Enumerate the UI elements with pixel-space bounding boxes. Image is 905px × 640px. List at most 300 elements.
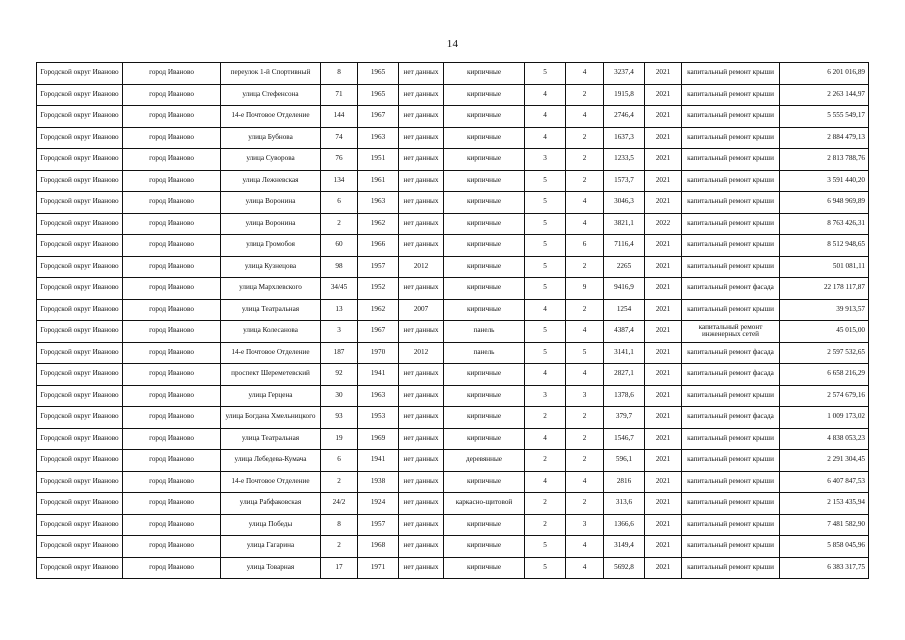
cost-cell: 6 948 969,89 bbox=[780, 192, 869, 214]
planned-year-cell: 2021 bbox=[645, 127, 682, 149]
cost-cell: 2 813 788,76 bbox=[780, 149, 869, 171]
house-number-cell: 60 bbox=[321, 235, 358, 257]
municipality-cell: Городской округ Иваново bbox=[37, 235, 123, 257]
street-cell: переулок 1-й Спортивный bbox=[221, 63, 321, 85]
settlement-cell: город Иваново bbox=[123, 342, 221, 364]
municipality-cell: Городской округ Иваново bbox=[37, 536, 123, 558]
area-cell: 596,1 bbox=[604, 450, 645, 472]
cost-cell: 8 512 948,65 bbox=[780, 235, 869, 257]
wall-material-cell: кирпичные bbox=[444, 192, 525, 214]
settlement-cell: город Иваново bbox=[123, 493, 221, 515]
municipality-cell: Городской округ Иваново bbox=[37, 213, 123, 235]
settlement-cell: город Иваново bbox=[123, 192, 221, 214]
last-repair-year-cell: нет данных bbox=[399, 63, 444, 85]
municipality-cell: Городской округ Иваново bbox=[37, 514, 123, 536]
wall-material-cell: кирпичные bbox=[444, 127, 525, 149]
settlement-cell: город Иваново bbox=[123, 450, 221, 472]
municipality-cell: Городской округ Иваново bbox=[37, 256, 123, 278]
settlement-cell: город Иваново bbox=[123, 428, 221, 450]
table-row bbox=[37, 299, 869, 321]
area-cell: 1366,6 bbox=[604, 514, 645, 536]
street-cell: улица Воронина bbox=[221, 192, 321, 214]
house-number-cell: 71 bbox=[321, 84, 358, 106]
wall-material-cell: кирпичные bbox=[444, 106, 525, 128]
table-row bbox=[37, 364, 869, 386]
last-repair-year-cell: нет данных bbox=[399, 84, 444, 106]
street-cell: улица Богдана Хмельницкого bbox=[221, 407, 321, 429]
entrances-cell: 2 bbox=[566, 450, 604, 472]
floors-cell: 5 bbox=[525, 213, 566, 235]
cost-cell: 22 178 117,87 bbox=[780, 278, 869, 300]
work-type-cell: капитальный ремонт фасада bbox=[682, 278, 780, 300]
entrances-cell: 4 bbox=[566, 321, 604, 343]
planned-year-cell: 2021 bbox=[645, 84, 682, 106]
work-type-cell: капитальный ремонт крыши bbox=[682, 536, 780, 558]
municipality-cell: Городской округ Иваново bbox=[37, 106, 123, 128]
street-cell: улица Рабфаковская bbox=[221, 493, 321, 515]
last-repair-year-cell: нет данных bbox=[399, 407, 444, 429]
work-type-cell: капитальный ремонт фасада bbox=[682, 364, 780, 386]
settlement-cell: город Иваново bbox=[123, 471, 221, 493]
municipality-cell: Городской округ Иваново bbox=[37, 428, 123, 450]
settlement-cell: город Иваново bbox=[123, 321, 221, 343]
entrances-cell: 2 bbox=[566, 127, 604, 149]
planned-year-cell: 2021 bbox=[645, 192, 682, 214]
wall-material-cell: кирпичные bbox=[444, 256, 525, 278]
table-row bbox=[37, 106, 869, 128]
house-number-cell: 19 bbox=[321, 428, 358, 450]
house-number-cell: 144 bbox=[321, 106, 358, 128]
floors-cell: 4 bbox=[525, 127, 566, 149]
table-row bbox=[37, 342, 869, 364]
wall-material-cell: кирпичные bbox=[444, 514, 525, 536]
floors-cell: 3 bbox=[525, 149, 566, 171]
last-repair-year-cell: нет данных bbox=[399, 514, 444, 536]
house-number-cell: 134 bbox=[321, 170, 358, 192]
house-number-cell: 34/45 bbox=[321, 278, 358, 300]
cost-cell: 39 913,57 bbox=[780, 299, 869, 321]
last-repair-year-cell: нет данных bbox=[399, 278, 444, 300]
floors-cell: 4 bbox=[525, 299, 566, 321]
repair-table-container bbox=[36, 62, 868, 579]
planned-year-cell: 2021 bbox=[645, 471, 682, 493]
area-cell: 4387,4 bbox=[604, 321, 645, 343]
build-year-cell: 1952 bbox=[358, 278, 399, 300]
table-row bbox=[37, 407, 869, 429]
entrances-cell: 5 bbox=[566, 342, 604, 364]
municipality-cell: Городской округ Иваново bbox=[37, 471, 123, 493]
entrances-cell: 3 bbox=[566, 385, 604, 407]
cost-cell: 6 658 216,29 bbox=[780, 364, 869, 386]
cost-cell: 6 407 847,53 bbox=[780, 471, 869, 493]
planned-year-cell: 2021 bbox=[645, 170, 682, 192]
settlement-cell: город Иваново bbox=[123, 278, 221, 300]
street-cell: улица Герцена bbox=[221, 385, 321, 407]
work-type-cell: капитальный ремонт крыши bbox=[682, 450, 780, 472]
table-row bbox=[37, 278, 869, 300]
build-year-cell: 1951 bbox=[358, 149, 399, 171]
build-year-cell: 1961 bbox=[358, 170, 399, 192]
table-row bbox=[37, 170, 869, 192]
work-type-cell: капитальный ремонт крыши bbox=[682, 170, 780, 192]
floors-cell: 2 bbox=[525, 493, 566, 515]
planned-year-cell: 2021 bbox=[645, 342, 682, 364]
cost-cell: 2 263 144,97 bbox=[780, 84, 869, 106]
cost-cell: 6 383 317,75 bbox=[780, 557, 869, 579]
settlement-cell: город Иваново bbox=[123, 364, 221, 386]
area-cell: 1233,5 bbox=[604, 149, 645, 171]
planned-year-cell: 2021 bbox=[645, 450, 682, 472]
last-repair-year-cell: нет данных bbox=[399, 192, 444, 214]
street-cell: улица Театральная bbox=[221, 428, 321, 450]
last-repair-year-cell: нет данных bbox=[399, 385, 444, 407]
settlement-cell: город Иваново bbox=[123, 557, 221, 579]
build-year-cell: 1963 bbox=[358, 127, 399, 149]
settlement-cell: город Иваново bbox=[123, 235, 221, 257]
table-row bbox=[37, 321, 869, 343]
table-row bbox=[37, 213, 869, 235]
area-cell: 3149,4 bbox=[604, 536, 645, 558]
last-repair-year-cell: 2012 bbox=[399, 342, 444, 364]
cost-cell: 2 291 304,45 bbox=[780, 450, 869, 472]
entrances-cell: 4 bbox=[566, 213, 604, 235]
floors-cell: 4 bbox=[525, 364, 566, 386]
wall-material-cell: кирпичные bbox=[444, 63, 525, 85]
last-repair-year-cell: нет данных bbox=[399, 170, 444, 192]
settlement-cell: город Иваново bbox=[123, 106, 221, 128]
settlement-cell: город Иваново bbox=[123, 256, 221, 278]
wall-material-cell: деревянные bbox=[444, 450, 525, 472]
settlement-cell: город Иваново bbox=[123, 149, 221, 171]
planned-year-cell: 2021 bbox=[645, 514, 682, 536]
area-cell: 3141,1 bbox=[604, 342, 645, 364]
floors-cell: 5 bbox=[525, 170, 566, 192]
planned-year-cell: 2021 bbox=[645, 256, 682, 278]
work-type-cell: капитальный ремонт крыши bbox=[682, 127, 780, 149]
planned-year-cell: 2021 bbox=[645, 321, 682, 343]
wall-material-cell: кирпичные bbox=[444, 299, 525, 321]
wall-material-cell: кирпичные bbox=[444, 428, 525, 450]
work-type-cell: капитальный ремонт крыши bbox=[682, 213, 780, 235]
last-repair-year-cell: 2012 bbox=[399, 256, 444, 278]
house-number-cell: 187 bbox=[321, 342, 358, 364]
house-number-cell: 74 bbox=[321, 127, 358, 149]
municipality-cell: Городской округ Иваново bbox=[37, 278, 123, 300]
house-number-cell: 2 bbox=[321, 213, 358, 235]
table-row bbox=[37, 450, 869, 472]
floors-cell: 4 bbox=[525, 84, 566, 106]
build-year-cell: 1941 bbox=[358, 450, 399, 472]
house-number-cell: 6 bbox=[321, 192, 358, 214]
repair-table bbox=[36, 62, 869, 579]
build-year-cell: 1957 bbox=[358, 514, 399, 536]
work-type-cell: капитальный ремонт крыши bbox=[682, 256, 780, 278]
cost-cell: 2 884 479,13 bbox=[780, 127, 869, 149]
work-type-cell: капитальный ремонт крыши bbox=[682, 235, 780, 257]
settlement-cell: город Иваново bbox=[123, 170, 221, 192]
cost-cell: 6 201 016,89 bbox=[780, 63, 869, 85]
street-cell: улица Стефенсона bbox=[221, 84, 321, 106]
table-row bbox=[37, 536, 869, 558]
planned-year-cell: 2021 bbox=[645, 106, 682, 128]
last-repair-year-cell: нет данных bbox=[399, 127, 444, 149]
table-row bbox=[37, 84, 869, 106]
build-year-cell: 1962 bbox=[358, 213, 399, 235]
last-repair-year-cell: нет данных bbox=[399, 149, 444, 171]
floors-cell: 3 bbox=[525, 385, 566, 407]
cost-cell: 4 838 053,23 bbox=[780, 428, 869, 450]
build-year-cell: 1957 bbox=[358, 256, 399, 278]
entrances-cell: 2 bbox=[566, 149, 604, 171]
entrances-cell: 4 bbox=[566, 536, 604, 558]
street-cell: улица Театральная bbox=[221, 299, 321, 321]
street-cell: улица Колесанова bbox=[221, 321, 321, 343]
wall-material-cell: кирпичные bbox=[444, 213, 525, 235]
entrances-cell: 2 bbox=[566, 299, 604, 321]
planned-year-cell: 2021 bbox=[645, 557, 682, 579]
wall-material-cell: кирпичные bbox=[444, 278, 525, 300]
entrances-cell: 3 bbox=[566, 514, 604, 536]
area-cell: 1573,7 bbox=[604, 170, 645, 192]
build-year-cell: 1970 bbox=[358, 342, 399, 364]
planned-year-cell: 2021 bbox=[645, 493, 682, 515]
planned-year-cell: 2021 bbox=[645, 407, 682, 429]
planned-year-cell: 2022 bbox=[645, 213, 682, 235]
municipality-cell: Городской округ Иваново bbox=[37, 192, 123, 214]
build-year-cell: 1965 bbox=[358, 84, 399, 106]
work-type-cell: капитальный ремонт крыши bbox=[682, 106, 780, 128]
area-cell: 2746,4 bbox=[604, 106, 645, 128]
street-cell: проспект Шереметевский bbox=[221, 364, 321, 386]
house-number-cell: 3 bbox=[321, 321, 358, 343]
street-cell: улица Суворова bbox=[221, 149, 321, 171]
entrances-cell: 6 bbox=[566, 235, 604, 257]
build-year-cell: 1962 bbox=[358, 299, 399, 321]
entrances-cell: 4 bbox=[566, 106, 604, 128]
house-number-cell: 17 bbox=[321, 557, 358, 579]
wall-material-cell: кирпичные bbox=[444, 536, 525, 558]
street-cell: улица Товарная bbox=[221, 557, 321, 579]
house-number-cell: 13 bbox=[321, 299, 358, 321]
build-year-cell: 1969 bbox=[358, 428, 399, 450]
municipality-cell: Городской округ Иваново bbox=[37, 63, 123, 85]
planned-year-cell: 2021 bbox=[645, 235, 682, 257]
last-repair-year-cell: 2007 bbox=[399, 299, 444, 321]
area-cell: 3237,4 bbox=[604, 63, 645, 85]
floors-cell: 5 bbox=[525, 278, 566, 300]
table-row bbox=[37, 514, 869, 536]
work-type-cell: капитальный ремонт крыши bbox=[682, 557, 780, 579]
municipality-cell: Городской округ Иваново bbox=[37, 321, 123, 343]
last-repair-year-cell: нет данных bbox=[399, 106, 444, 128]
build-year-cell: 1924 bbox=[358, 493, 399, 515]
entrances-cell: 4 bbox=[566, 471, 604, 493]
house-number-cell: 8 bbox=[321, 63, 358, 85]
area-cell: 313,6 bbox=[604, 493, 645, 515]
municipality-cell: Городской округ Иваново bbox=[37, 170, 123, 192]
municipality-cell: Городской округ Иваново bbox=[37, 557, 123, 579]
cost-cell: 1 009 173,02 bbox=[780, 407, 869, 429]
cost-cell: 2 597 532,65 bbox=[780, 342, 869, 364]
cost-cell: 8 763 426,31 bbox=[780, 213, 869, 235]
floors-cell: 5 bbox=[525, 536, 566, 558]
settlement-cell: город Иваново bbox=[123, 127, 221, 149]
floors-cell: 4 bbox=[525, 428, 566, 450]
wall-material-cell: панель bbox=[444, 321, 525, 343]
planned-year-cell: 2021 bbox=[645, 299, 682, 321]
entrances-cell: 9 bbox=[566, 278, 604, 300]
table-row bbox=[37, 235, 869, 257]
table-row bbox=[37, 493, 869, 515]
table-row bbox=[37, 385, 869, 407]
street-cell: улица Лебедева-Кумача bbox=[221, 450, 321, 472]
area-cell: 7116,4 bbox=[604, 235, 645, 257]
floors-cell: 4 bbox=[525, 106, 566, 128]
municipality-cell: Городской округ Иваново bbox=[37, 84, 123, 106]
work-type-cell: капитальный ремонт крыши bbox=[682, 149, 780, 171]
work-type-cell: капитальный ремонт крыши bbox=[682, 493, 780, 515]
municipality-cell: Городской округ Иваново bbox=[37, 299, 123, 321]
municipality-cell: Городской округ Иваново bbox=[37, 342, 123, 364]
municipality-cell: Городской округ Иваново bbox=[37, 493, 123, 515]
work-type-cell: капитальный ремонт крыши bbox=[682, 471, 780, 493]
table-row bbox=[37, 192, 869, 214]
settlement-cell: город Иваново bbox=[123, 84, 221, 106]
table-row bbox=[37, 63, 869, 85]
floors-cell: 2 bbox=[525, 407, 566, 429]
house-number-cell: 8 bbox=[321, 514, 358, 536]
area-cell: 1915,8 bbox=[604, 84, 645, 106]
work-type-cell: капитальный ремонт фасада bbox=[682, 342, 780, 364]
area-cell: 1254 bbox=[604, 299, 645, 321]
wall-material-cell: кирпичные bbox=[444, 471, 525, 493]
municipality-cell: Городской округ Иваново bbox=[37, 364, 123, 386]
entrances-cell: 2 bbox=[566, 84, 604, 106]
street-cell: улица Мархлевского bbox=[221, 278, 321, 300]
last-repair-year-cell: нет данных bbox=[399, 557, 444, 579]
work-type-cell: капитальный ремонт инженерных сетей bbox=[682, 321, 780, 343]
last-repair-year-cell: нет данных bbox=[399, 213, 444, 235]
last-repair-year-cell: нет данных bbox=[399, 450, 444, 472]
cost-cell: 7 481 582,90 bbox=[780, 514, 869, 536]
build-year-cell: 1941 bbox=[358, 364, 399, 386]
build-year-cell: 1971 bbox=[358, 557, 399, 579]
last-repair-year-cell: нет данных bbox=[399, 428, 444, 450]
wall-material-cell: кирпичные bbox=[444, 235, 525, 257]
floors-cell: 5 bbox=[525, 557, 566, 579]
cost-cell: 5 555 549,17 bbox=[780, 106, 869, 128]
planned-year-cell: 2021 bbox=[645, 536, 682, 558]
street-cell: улица Лежневская bbox=[221, 170, 321, 192]
last-repair-year-cell: нет данных bbox=[399, 471, 444, 493]
house-number-cell: 98 bbox=[321, 256, 358, 278]
municipality-cell: Городской округ Иваново bbox=[37, 407, 123, 429]
wall-material-cell: кирпичные bbox=[444, 364, 525, 386]
settlement-cell: город Иваново bbox=[123, 213, 221, 235]
settlement-cell: город Иваново bbox=[123, 385, 221, 407]
house-number-cell: 92 bbox=[321, 364, 358, 386]
wall-material-cell: кирпичные bbox=[444, 385, 525, 407]
cost-cell: 45 015,00 bbox=[780, 321, 869, 343]
entrances-cell: 2 bbox=[566, 428, 604, 450]
wall-material-cell: кирпичные bbox=[444, 407, 525, 429]
area-cell: 1637,3 bbox=[604, 127, 645, 149]
wall-material-cell: кирпичные bbox=[444, 149, 525, 171]
street-cell: улица Кузнецова bbox=[221, 256, 321, 278]
floors-cell: 5 bbox=[525, 342, 566, 364]
cost-cell: 501 081,11 bbox=[780, 256, 869, 278]
area-cell: 5692,8 bbox=[604, 557, 645, 579]
municipality-cell: Городской округ Иваново bbox=[37, 149, 123, 171]
municipality-cell: Городской округ Иваново bbox=[37, 450, 123, 472]
entrances-cell: 2 bbox=[566, 170, 604, 192]
build-year-cell: 1963 bbox=[358, 192, 399, 214]
entrances-cell: 4 bbox=[566, 63, 604, 85]
settlement-cell: город Иваново bbox=[123, 63, 221, 85]
house-number-cell: 30 bbox=[321, 385, 358, 407]
build-year-cell: 1965 bbox=[358, 63, 399, 85]
table-row bbox=[37, 471, 869, 493]
floors-cell: 5 bbox=[525, 321, 566, 343]
entrances-cell: 4 bbox=[566, 364, 604, 386]
municipality-cell: Городской округ Иваново bbox=[37, 127, 123, 149]
build-year-cell: 1963 bbox=[358, 385, 399, 407]
build-year-cell: 1938 bbox=[358, 471, 399, 493]
work-type-cell: капитальный ремонт фасада bbox=[682, 407, 780, 429]
work-type-cell: капитальный ремонт крыши bbox=[682, 192, 780, 214]
floors-cell: 5 bbox=[525, 256, 566, 278]
planned-year-cell: 2021 bbox=[645, 63, 682, 85]
street-cell: улица Гагарина bbox=[221, 536, 321, 558]
area-cell: 3046,3 bbox=[604, 192, 645, 214]
floors-cell: 2 bbox=[525, 450, 566, 472]
floors-cell: 5 bbox=[525, 192, 566, 214]
area-cell: 2265 bbox=[604, 256, 645, 278]
build-year-cell: 1953 bbox=[358, 407, 399, 429]
street-cell: 14-е Почтовое Отделение bbox=[221, 106, 321, 128]
planned-year-cell: 2021 bbox=[645, 364, 682, 386]
house-number-cell: 24/2 bbox=[321, 493, 358, 515]
entrances-cell: 2 bbox=[566, 493, 604, 515]
floors-cell: 4 bbox=[525, 471, 566, 493]
last-repair-year-cell: нет данных bbox=[399, 493, 444, 515]
wall-material-cell: кирпичные bbox=[444, 170, 525, 192]
settlement-cell: город Иваново bbox=[123, 407, 221, 429]
work-type-cell: капитальный ремонт крыши bbox=[682, 385, 780, 407]
build-year-cell: 1967 bbox=[358, 106, 399, 128]
build-year-cell: 1967 bbox=[358, 321, 399, 343]
street-cell: улица Воронина bbox=[221, 213, 321, 235]
entrances-cell: 4 bbox=[566, 192, 604, 214]
work-type-cell: капитальный ремонт крыши bbox=[682, 428, 780, 450]
cost-cell: 2 153 435,94 bbox=[780, 493, 869, 515]
area-cell: 1546,7 bbox=[604, 428, 645, 450]
table-body bbox=[37, 63, 869, 579]
area-cell: 1378,6 bbox=[604, 385, 645, 407]
floors-cell: 5 bbox=[525, 63, 566, 85]
work-type-cell: капитальный ремонт крыши bbox=[682, 84, 780, 106]
floors-cell: 2 bbox=[525, 514, 566, 536]
cost-cell: 2 574 679,16 bbox=[780, 385, 869, 407]
house-number-cell: 76 bbox=[321, 149, 358, 171]
page-number: 14 bbox=[446, 38, 459, 50]
table-row bbox=[37, 428, 869, 450]
area-cell: 3821,1 bbox=[604, 213, 645, 235]
floors-cell: 5 bbox=[525, 235, 566, 257]
house-number-cell: 93 bbox=[321, 407, 358, 429]
entrances-cell: 2 bbox=[566, 407, 604, 429]
table-row bbox=[37, 557, 869, 579]
